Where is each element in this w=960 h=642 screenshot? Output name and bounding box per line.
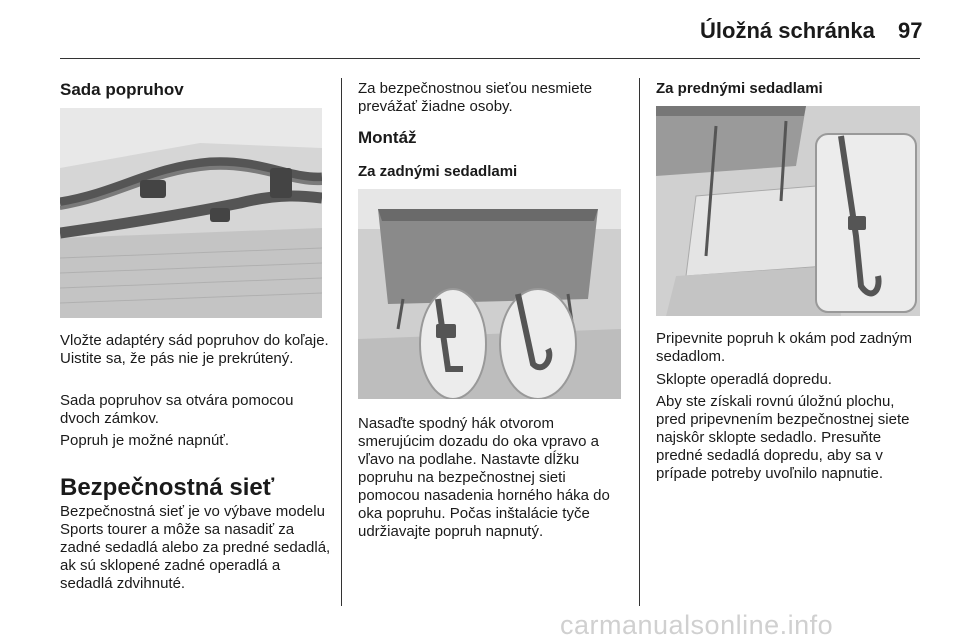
front-seats-figure [656,106,920,316]
column-divider [639,78,640,606]
strap-set-text-2: Sada popruhov sa otvára pomocou dvoch zámkov. [60,392,294,427]
strap-set-text-3: Popruh je možné napnúť. [60,432,230,449]
page-number: 97 [898,18,923,43]
rear-seats-subheading: Za zadnými sedadlami [358,163,518,180]
rear-seats-text: Nasaďte spodný hák otvorom smerujúcim dozadu do oka vpravo a vľavo na podlahe. Nastavte dĺžku popruhu na bezpečnostnej sieti pomocou nasadenia horného háka do oka popruhu. Počas inštalácie tyče udržiavajte popruh napnutý. [358,415,610,540]
front-seats-text-3: Aby ste získali rovnú úložnú plochu, pred pripevnením bezpečnostnej siete najskôr sklopte sedadlo. Presuňte predné sedadlá dopredu, aby sa v prípade potreby uvoľnilo napnutie. [656,393,910,482]
no-passengers-text: Za bezpečnostnou sieťou nesmiete prevážať žiadne osoby. [358,80,593,115]
safety-net-text: Bezpečnostná sieť je vo výbave modelu Sports tourer a môže sa nasadiť za zadné sedadlá alebo za predné sedadlá, ak sú sklopené zadné operadlá a sedadlá zdvihnuté. [60,503,331,592]
rear-seats-figure [358,189,621,399]
safety-net-heading: Bezpečnostná sieť [60,474,275,501]
column-divider [341,78,342,606]
header-rule [60,58,920,59]
front-seats-text-2: Sklopte operadlá dopredu. [656,371,832,388]
front-seats-subheading: Za prednými sedadlami [656,80,823,97]
header-title: Úložná schránka [700,18,875,43]
watermark: carmanualsonline.info [560,610,834,640]
installation-heading: Montáž [358,128,417,147]
strap-set-text-1: Vložte adaptéry sád popruhov do koľaje. Uistite sa, že pás nie je prekrútený. [60,332,329,367]
strap-set-figure [60,108,322,318]
front-seats-text-1: Pripevnite popruh k okám pod zadným sedadlom. [656,330,912,365]
strap-set-heading: Sada popruhov [60,80,184,99]
